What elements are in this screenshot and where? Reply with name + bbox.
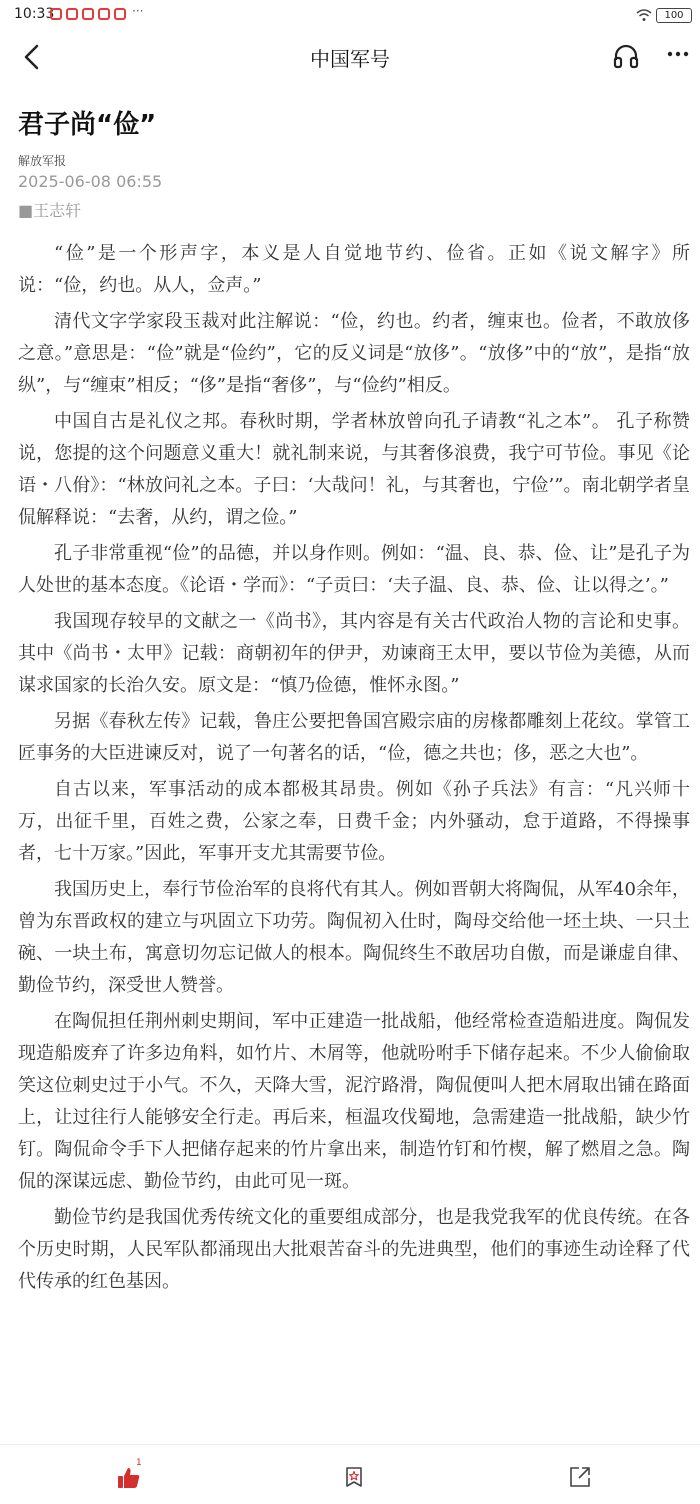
back-button[interactable]: [18, 42, 48, 72]
nav-bar: [0, 30, 700, 82]
article-paragraph: 另据《春秋左传》记载，鲁庄公要把鲁国宫殿宗庙的房椽都雕刻上花纹。掌管工匠事务的大臣进谏反对，说了一句著名的话，“俭，德之共也；侈，恶之大也”。: [18, 711, 690, 764]
article-paragraph: 自古以来，军事活动的成本都极其昂贵。例如《孙子兵法》有言：“凡兴师十万，出征千里，百姓之费，公家之奉，日费千金；内外骚动，怠于道路，不得操事者，七十万家。”因此，军事开支尤其需要节俭。: [18, 779, 690, 864]
article-paragraph: 清代文字学家段玉裁对此注解说：“俭，约也。约者，缠束也。俭者，不敢放侈之意。”意思是：“俭”就是“俭约”，它的反义词是“放侈”。“放侈”中的“放”，是指“放纵”，与“缠束”相反；“侈”是指“奢侈”，与“俭约”相反。: [18, 311, 690, 396]
article-paragraph: 我国历史上，奉行节俭治军的良将代有其人。例如晋朝大将陶侃，从军40余年，曾为东晋政权的建立与巩固立下功劳。陶侃初入仕时，陶母交给他一坯土块、一只土碗、一块土布，寓意切勿忘记做人的根本。陶侃终生不敢居功自傲，而是谦虚自律、勤俭节约，深受世人赞誉。: [18, 879, 690, 996]
article-paragraph: 勤俭节约是我国优秀传统文化的重要组成部分，也是我党我军的优良传统。在各个历史时期，人民军队都涌现出大批艰苦奋斗的先进典型，他们的事迹生动诠释了代代传承的红色基因。: [18, 1207, 690, 1292]
article-datetime: 2025-06-08 06:55: [18, 172, 163, 191]
notification-icon: [50, 8, 62, 20]
article-paragraph: 在陶侃担任荆州刺史期间，军中正建造一批战船，他经常检查造船进度。陶侃发现造船废弃了许多边角料，如竹片、木屑等，他就吩咐手下储存起来。不少人偷偷取笑这位刺史过于小气。不久，天降大雪，泥泞路滑，陶侃便叫人把木屑取出铺在路面上，让过往行人能够安全行走。再后来，桓温攻伐蜀地，急需建造一批战船，缺少竹钉。陶侃命令手下人把储存起来的竹片拿出来，制造竹钉和竹楔，解了燃眉之急。陶侃的深谋远虑、勤俭节约，由此可见一斑。: [18, 1011, 690, 1192]
wifi-icon: [636, 8, 652, 22]
notification-icon: [114, 8, 126, 20]
article-paragraph: “俭”是一个形声字，本义是人自觉地节约、俭省。正如《说文解字》所说：“俭，约也。从人，佥声。”: [18, 243, 690, 296]
notification-icons: [50, 8, 126, 20]
article-paragraph: 孔子非常重视“俭”的品德，并以身作则。例如：“温、良、恭、俭、让”是孔子为人处世的基本态度。《论语・学而》：“子贡曰：‘夫子温、良、恭、俭、让以得之’。”: [18, 543, 690, 596]
article-paragraph: 我国现存较早的文献之一《尚书》，其内容是有关古代政治人物的言论和史事。其中《尚书・太甲》记载：商朝初年的伊尹，劝谏商王太甲，要以节俭为美德，从而谋求国家的长治久安。原文是：“慎乃俭德，惟怀永图。”: [18, 611, 690, 696]
status-time: 10:33: [14, 6, 55, 22]
share-icon[interactable]: [568, 1465, 592, 1489]
more-options-button[interactable]: [664, 40, 692, 68]
article-source: 解放军报: [18, 154, 67, 168]
thumbs-up-icon[interactable]: [116, 1465, 142, 1491]
article-author: ■王志轩: [18, 201, 82, 220]
notification-more: ···: [132, 4, 144, 18]
page-title: 中国军号: [310, 47, 390, 71]
favorite-star-icon[interactable]: [342, 1465, 366, 1489]
article-body: [18, 238, 690, 1302]
status-bar: [0, 0, 700, 30]
battery-indicator: 100: [656, 8, 692, 23]
article-title: 君子尚“俭”: [18, 110, 157, 140]
notification-icon: [66, 8, 78, 20]
bottom-action-bar: [0, 1444, 700, 1504]
notification-icon: [82, 8, 94, 20]
article-paragraph: 中国自古是礼仪之邦。春秋时期，学者林放曾向孔子请教“礼之本”。 孔子称赞说，您提的这个问题意义重大！就礼制来说，与其奢侈浪费，我宁可节俭。事见《论语・八佾》：“林放问礼之本。子曰：‘大哉问！礼，与其奢也，宁俭’”。南北朝学者皇侃解释说：“去奢，从约，谓之俭。”: [18, 411, 690, 528]
like-count: 1: [136, 1458, 142, 1468]
notification-icon: [98, 8, 110, 20]
headphone-icon[interactable]: [612, 42, 640, 70]
